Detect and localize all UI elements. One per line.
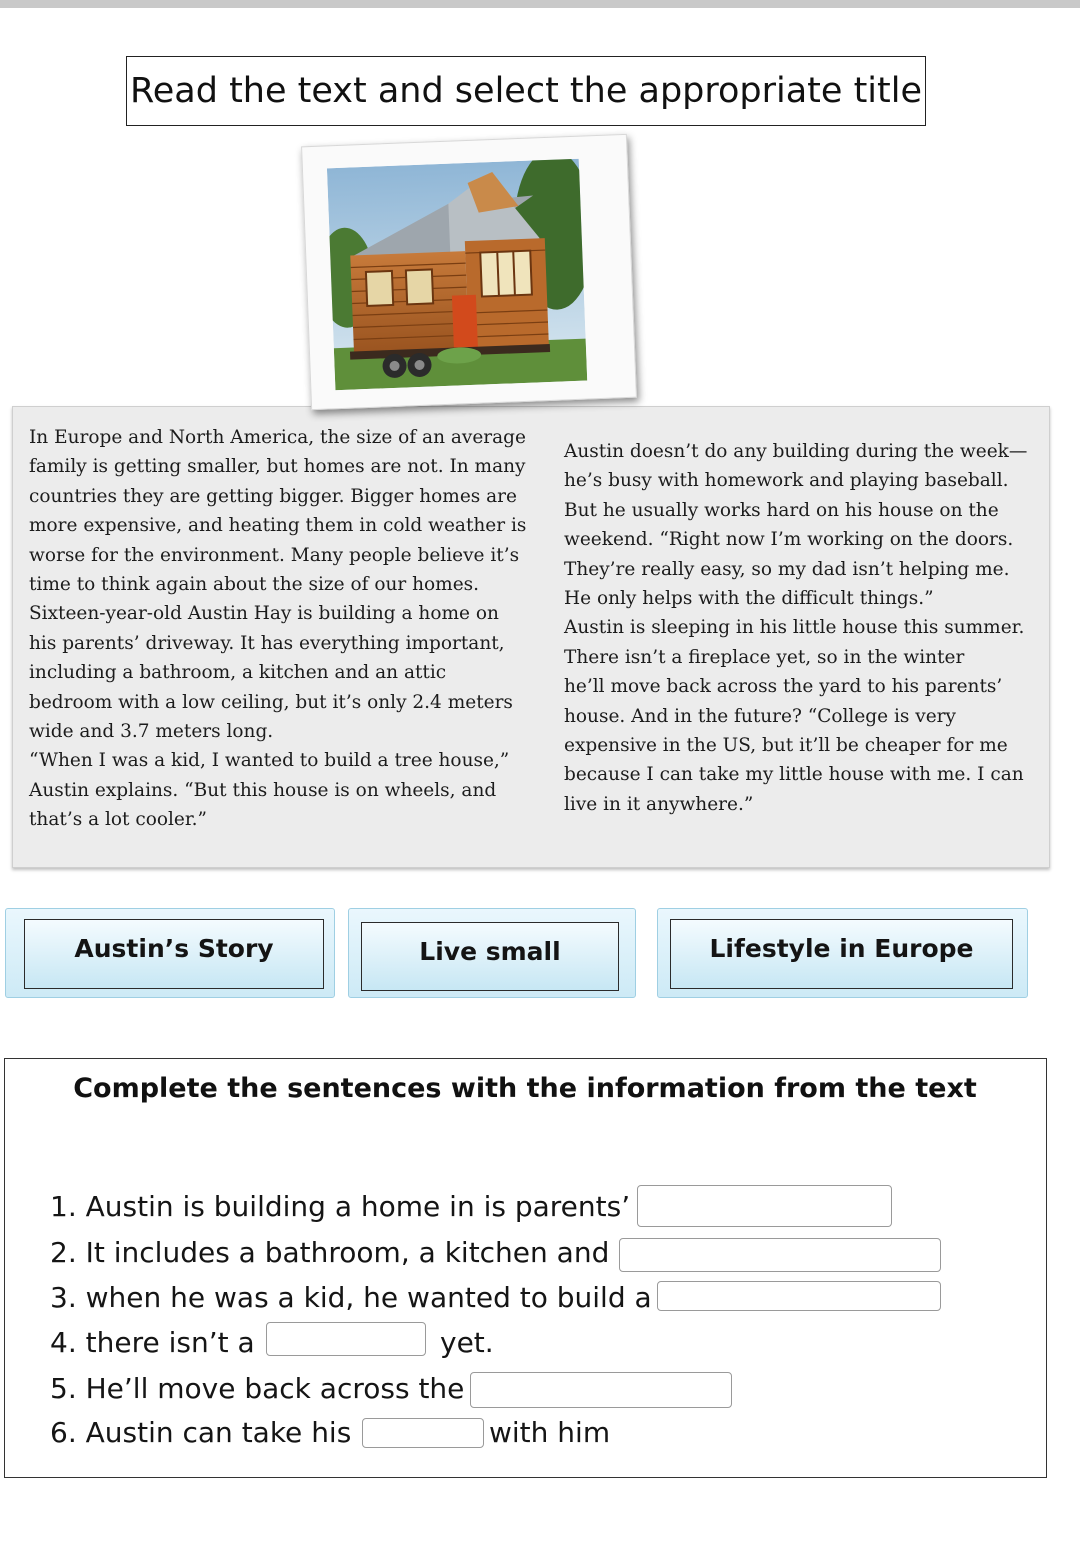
- sentence-4: 4. there isn’t a: [50, 1326, 255, 1359]
- sentence-6-end: with him: [489, 1416, 611, 1449]
- option-austins-story[interactable]: Austin’s Story: [24, 919, 324, 989]
- sentence-4-end: yet.: [440, 1326, 494, 1359]
- answer-input-5[interactable]: [470, 1372, 732, 1408]
- top-bar: [0, 0, 1080, 8]
- article-panel: [12, 406, 1050, 868]
- sentence-2: 2. It includes a bathroom, a kitchen and: [50, 1236, 610, 1269]
- option-live-small[interactable]: Live small: [361, 922, 619, 991]
- answer-input-4[interactable]: [266, 1322, 426, 1356]
- exercise-title: Complete the sentences with the information from the text: [73, 1073, 977, 1104]
- option-card-2: [348, 908, 636, 998]
- answer-input-3[interactable]: [657, 1281, 941, 1311]
- instruction-title: Read the text and select the appropriate title: [126, 56, 926, 126]
- house-photo: [301, 134, 637, 410]
- article-left-column: In Europe and North America, the size of an average family is getting smaller, but homes are not. In many countries they are getting bigger. Bigger homes are more expensive, and heating them in cold weather is worse for the environment. Many people believe it’s time to think again about the size of our homes. Sixteen-year-old Austin Hay is building a home on his parents’ driveway. It has everything important, including a bathroom, a kitchen and an attic bedroom with a low ceiling, but it’s only 2.4 meters wide and 3.7 meters long. “When I was a kid, I wanted to build a tree house,” Austin explains. “But this house is on wheels, and that’s a lot cooler.”: [29, 427, 527, 831]
- sentence-1: 1. Austin is building a home in is parents’: [50, 1190, 631, 1223]
- sentence-6: 6. Austin can take his: [50, 1416, 352, 1449]
- answer-input-2[interactable]: [619, 1238, 941, 1272]
- option-card-1: [5, 908, 335, 998]
- sentence-3: 3. when he was a kid, he wanted to build a: [50, 1281, 652, 1314]
- option-card-3: [657, 908, 1028, 998]
- option-lifestyle-in-europe[interactable]: Lifestyle in Europe: [670, 919, 1013, 989]
- sentence-5: 5. He’ll move back across the: [50, 1372, 465, 1405]
- tiny-house-image: [327, 159, 587, 391]
- article-right-column: Austin doesn’t do any building during the week— he’s busy with homework and playing baseball. But he usually works hard on his house on the weekend. “Right now I’m working on the doors. They’re really easy, so my dad isn’t helping me. He only helps with the difficult things.” Austin is sleeping in his little house this summer. There isn’t a fireplace yet, so in the winter he’ll move back across the yard to his parents’ house. And in the future? “College is very expensive in the US, but it’ll be cheaper for me because I can take my little house with me. I can live in it anywhere.”: [564, 441, 1028, 815]
- answer-input-6[interactable]: [362, 1418, 484, 1448]
- answer-input-1[interactable]: [637, 1185, 892, 1227]
